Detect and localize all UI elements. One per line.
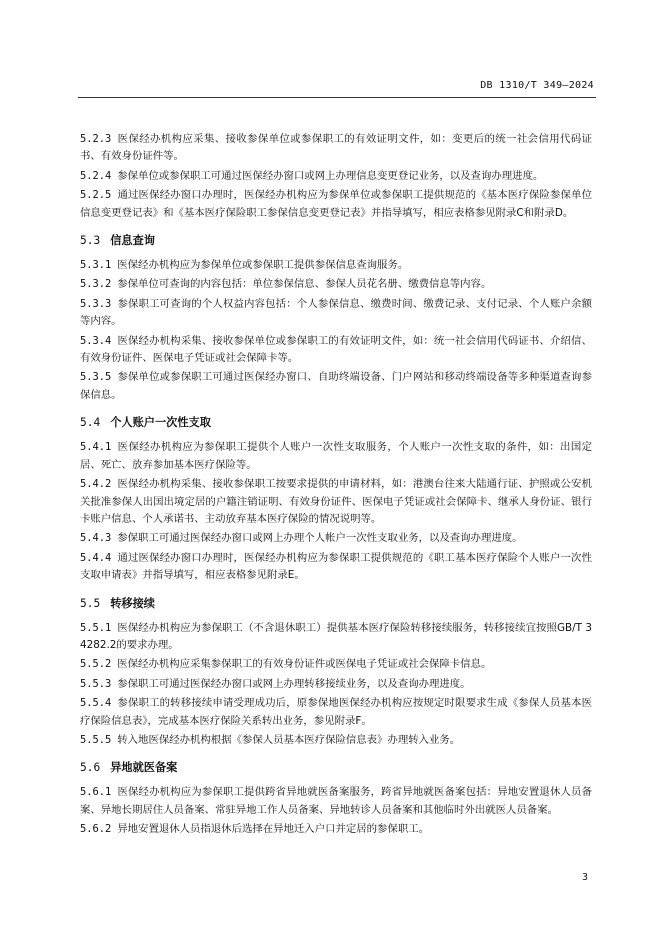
clause-number: 5.2.5 — [80, 189, 112, 202]
clause-paragraph — [80, 257, 592, 274]
clause-number: 5.6.2 — [80, 823, 112, 836]
clause-paragraph — [80, 656, 592, 673]
clause-text: 通过医保经办窗口办理时，医保经办机构应为参保单位或参保职工提供规范的《基本医疗保险参保单位信息变更登记表》和《基本医疗保险职工参保信息变更登记表》并指导填写，相应表格参见附录C和附录D。 — [80, 189, 592, 219]
page-number: 3 — [581, 872, 588, 883]
clause-text: 医保经办机构应为参保职工提供个人账户一次性支取服务，个人账户一次性支取的条件，如：出国定居、死亡、放弃参加基本医疗保险等。 — [80, 441, 592, 471]
clause-paragraph — [80, 476, 592, 528]
clause-text: 医保经办机构应为参保职工（不含退休职工）提供基本医疗保险转移接续服务，转移接续宜按照GB/T 34282.2的要求办理。 — [80, 621, 592, 651]
clause-paragraph — [80, 550, 592, 585]
section-title: 转移接续 — [110, 596, 155, 610]
clause-paragraph — [80, 732, 592, 749]
clause-number: 5.5 — [80, 596, 101, 610]
clause-number: 5.5.5 — [80, 733, 112, 746]
clause-text: 转入地医保经办机构根据《参保人员基本医疗保险信息表》办理转入业务。 — [117, 733, 461, 746]
section-heading — [80, 596, 592, 612]
clause-paragraph — [80, 187, 592, 222]
clause-text: 参保职工可通过医保经办窗口或网上办理转移接续业务，以及查询办理进度。 — [117, 677, 471, 690]
clause-text: 参保单位或参保职工可通过医保经办窗口或网上办理信息变更登记业务，以及查询办理进度。 — [117, 169, 544, 182]
clause-text: 医保经办机构采集、接收参保单位或参保职工的有效证明文件，如：统一社会信用代码证书、介绍信、有效身份证件、医保电子凭证或社会保障卡等。 — [80, 334, 592, 365]
clause-text: 异地安置退休人员指退休后选择在异地迁入户口并定居的参保职工。 — [117, 823, 429, 836]
clause-number: 5.4.3 — [80, 532, 112, 545]
clause-text: 参保职工可查询的个人权益内容包括：个人参保信息、缴费时间、缴费记录、支付记录、个人账户余额等内容。 — [80, 297, 592, 328]
clause-text: 医保经办机构应采集参保职工的有效身份证件或医保电子凭证或社会保障卡信息。 — [117, 658, 492, 671]
clause-number: 5.4.1 — [80, 441, 112, 454]
section-heading — [80, 233, 592, 249]
clause-number: 5.3 — [80, 234, 101, 248]
clause-text: 参保单位或参保职工可通过医保经办窗口、自助终端设备、门户网站和移动终端设备等多种渠道查询参保信息。 — [80, 371, 592, 401]
section-title: 信息查询 — [110, 234, 155, 248]
clause-paragraph — [80, 276, 592, 293]
clause-text: 医保经办机构采集、接收参保职工按要求提供的申请材料，如：港澳台往来大陆通行证、护照或公安机关批准参保人出国出境定居的户籍注销证明、有效身份证件、医保电子凭证或社会保障卡、继承人身份证、银行卡账户信息、个人承诺书、主动放弃基本医疗保险的情况说明等。 — [80, 478, 592, 525]
clause-paragraph — [80, 439, 592, 474]
document-code: DB 1310/T 349—2024 — [480, 80, 594, 91]
clause-paragraph — [80, 695, 592, 730]
clause-number: 5.4.4 — [80, 551, 112, 564]
section-title: 个人账户一次性支取 — [110, 416, 211, 430]
clause-number: 5.5.2 — [80, 658, 112, 671]
document-body — [80, 131, 592, 839]
clause-paragraph — [80, 530, 592, 547]
clause-number: 5.5.4 — [80, 697, 112, 710]
clause-number: 5.5.3 — [80, 677, 112, 690]
clause-text: 参保职工可通过医保经办窗口或网上办理个人帐户一次性支取业务，以及查询办理进度。 — [117, 532, 523, 545]
clause-paragraph — [80, 131, 592, 166]
clause-paragraph — [80, 676, 592, 693]
clause-paragraph — [80, 333, 592, 368]
clause-number: 5.5.1 — [80, 621, 112, 634]
section-title: 异地就医备案 — [110, 761, 178, 775]
clause-paragraph — [80, 369, 592, 404]
clause-number: 5.6.1 — [80, 786, 112, 799]
clause-text: 参保职工的转移接续申请受理成功后，原参保地医保经办机构应按规定时限要求生成《参保人员基本医疗保险信息表》，完成基本医疗保险关系转出业务，参见附录F。 — [80, 697, 592, 727]
clause-text: 医保经办机构应为参保单位或参保职工提供参保信息查询服务。 — [117, 259, 409, 272]
clause-number: 5.3.2 — [80, 278, 112, 291]
clause-number: 5.4 — [80, 416, 101, 430]
clause-paragraph — [80, 620, 592, 655]
clause-number: 5.3.1 — [80, 259, 112, 272]
clause-number: 5.2.3 — [80, 133, 112, 145]
section-heading — [80, 760, 592, 776]
clause-number: 5.2.4 — [80, 169, 112, 182]
clause-text: 参保单位可查询的内容包括：单位参保信息、参保人员花名册、缴费信息等内容。 — [117, 278, 492, 291]
clause-text: 通过医保经办窗口办理时，医保经办机构应为参保职工提供规范的《职工基本医疗保险个人账户一次性支取申请表》并指导填写，相应表格参见附录E。 — [80, 551, 592, 582]
clause-number: 5.6 — [80, 761, 101, 775]
clause-paragraph — [80, 784, 592, 819]
clause-text: 医保经办机构应为参保职工提供跨省异地就医备案服务，跨省异地就医备案包括：异地安置退休人员备案、异地长期居住人员备案、常驻异地工作人员备案、异地转诊人员备案和其他临时外出就医人员备案。 — [80, 786, 592, 816]
section-heading — [80, 415, 592, 431]
clause-number: 5.3.3 — [80, 297, 112, 310]
clause-number: 5.4.2 — [80, 478, 112, 491]
clause-text: 医保经办机构应采集、接收参保单位或参保职工的有效证明文件，如：变更后的统一社会信用代码证书、有效身份证件等。 — [80, 133, 592, 163]
clause-paragraph — [80, 296, 592, 331]
clause-paragraph — [80, 168, 592, 185]
header-rule — [78, 97, 596, 98]
clause-number: 5.3.5 — [80, 371, 112, 384]
clause-number: 5.3.4 — [80, 334, 112, 347]
clause-paragraph — [80, 821, 592, 838]
